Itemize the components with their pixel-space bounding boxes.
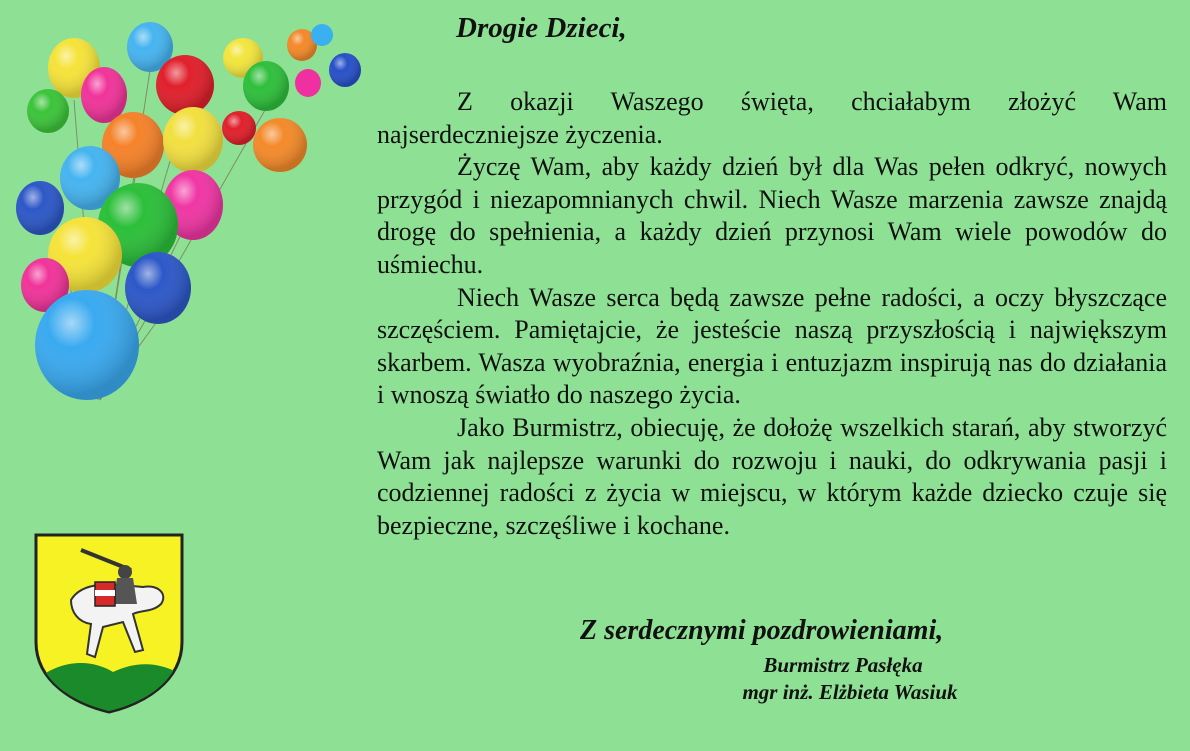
town-crest-icon: [33, 532, 185, 714]
letter-paragraph: Z okazji Waszego święta, chciałabym złożyć Wam najserdeczniejsze życzenia.: [377, 87, 1167, 149]
balloons-illustration: [0, 0, 370, 420]
letter-paragraph: Niech Wasze serca będą zawsze pełne radości, a oczy błyszczące szczęściem. Pamiętajcie, że jesteście naszą przyszłością i największym skarbem. Wasza wyobraźnia, energia i entuzjazm inspirują nas do działania i wnoszą światło do naszego życia.: [377, 282, 1167, 410]
signature-name: mgr inż. Elżbieta Wasiuk: [742, 680, 958, 704]
signature-title: Burmistrz Pasłęka: [763, 653, 923, 677]
greeting-heading: Drogie Dzieci,: [456, 12, 627, 44]
letter-body: [377, 86, 1167, 542]
closing-line: Z serdecznymi pozdrowieniami,: [580, 615, 944, 646]
letter-paragraph: Jako Burmistrz, obiecuję, że dołożę wszelkich starań, aby stworzyć Wam jak najlepsze warunki do rozwoju i nauki, do odkrywania pasji i codziennej radości z życia w miejscu, w którym każde dziecko czuje się bezpieczne, szczęśliwe i kochane.: [377, 412, 1167, 540]
letter-paragraph: Życzę Wam, aby każdy dzień był dla Was pełen odkryć, nowych przygód i niezapomnianych chwil. Niech Wasze marzenia zawsze znajdą drogę do spełnienia, a każdy dzień przynosi Wam wiele powodów do uśmiechu.: [377, 152, 1167, 279]
